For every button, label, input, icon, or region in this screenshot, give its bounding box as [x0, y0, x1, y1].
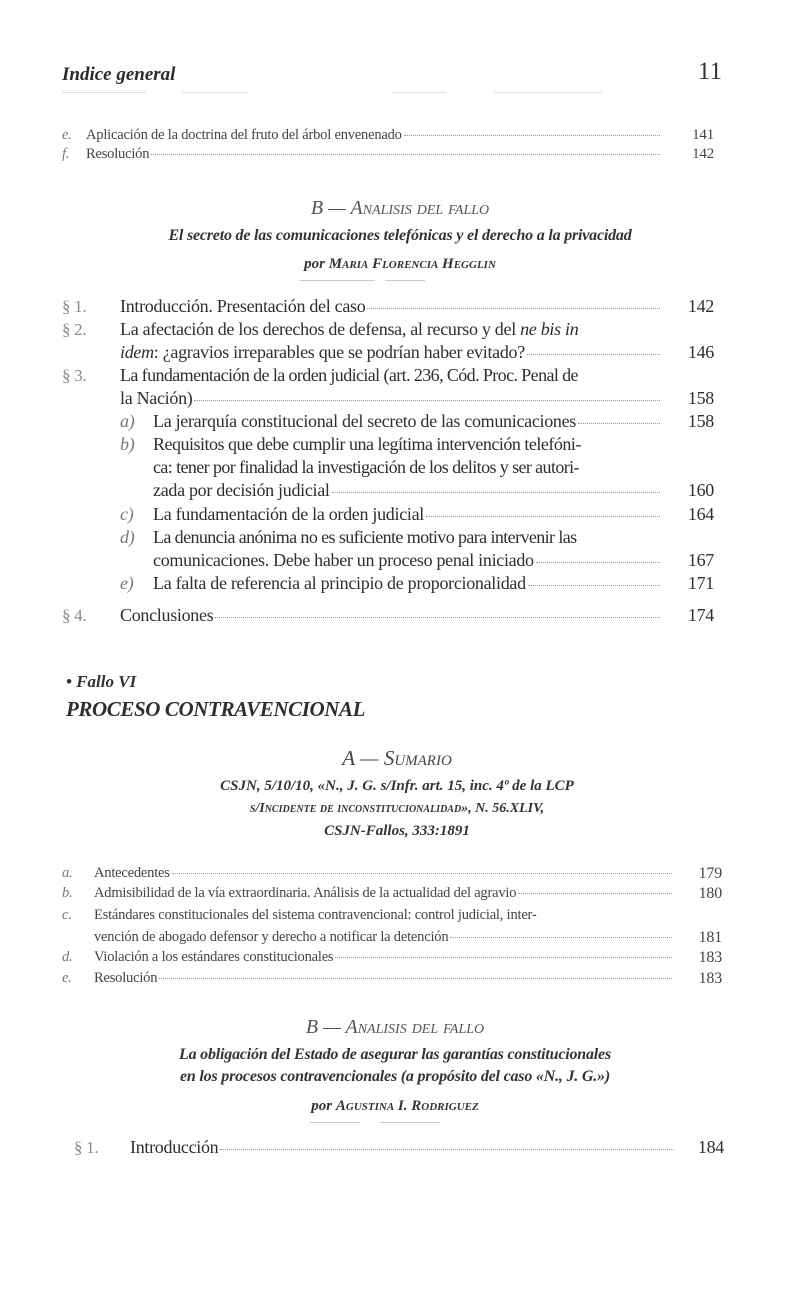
toc-subsection-continued: comunicaciones. Debe haber un proceso penal iniciado 167 — [153, 550, 714, 570]
page-number: 11 — [697, 58, 722, 85]
entry-label: c. — [62, 907, 72, 923]
subsection-label: d) — [120, 527, 135, 547]
analysis-heading-text: — Analisis del fallo — [323, 1016, 485, 1038]
section-label: § 3. — [62, 366, 87, 385]
leader-dots — [194, 400, 660, 401]
toc-entry — [62, 885, 732, 902]
subsection-text: La fundamentación de la orden judicial — [153, 504, 424, 524]
toc-entry — [62, 907, 732, 924]
toc-subsection-continued: ca: tener por finalidad la investigación de los delitos y ser autori- — [153, 457, 579, 477]
entry-label: a. — [62, 865, 73, 881]
author-name: Agustina I. Rodriguez — [335, 1098, 479, 1114]
entry-text: Resolución — [86, 146, 150, 162]
leader-dots — [335, 957, 672, 958]
toc-entry — [62, 146, 722, 163]
section-label: § 1. — [62, 297, 87, 316]
article-title-line1: La obligación del Estado de asegurar las garantías constitucionales — [179, 1046, 611, 1063]
toc-subsection — [120, 573, 722, 594]
section-label: § 1. — [74, 1138, 99, 1157]
toc-section — [62, 296, 722, 317]
summary-heading — [0, 746, 802, 771]
subsection-label: e) — [120, 573, 134, 593]
entry-label: d. — [62, 949, 73, 965]
section-page: 146 — [687, 342, 714, 362]
entry-text: Admisibilidad de la vía extraordinaria. Análisis de la actualidad del agravio — [94, 885, 517, 901]
leader-dots — [215, 617, 660, 618]
leader-dots — [528, 585, 660, 586]
section-label: § 4. — [62, 606, 87, 625]
subsection-page: 160 — [687, 480, 714, 500]
section-page: 142 — [687, 296, 714, 316]
analysis-letter: B — [305, 1016, 319, 1038]
entry-label: b. — [62, 885, 73, 901]
toc-section — [62, 605, 722, 626]
entry-page: 179 — [698, 865, 722, 882]
toc-entry — [62, 970, 732, 987]
toc-entry — [62, 127, 722, 144]
leader-dots — [426, 516, 660, 517]
article-author — [0, 256, 805, 273]
analysis-heading — [0, 1016, 800, 1039]
toc-section — [62, 365, 722, 386]
author-rule — [385, 280, 425, 281]
author-prefix: por — [304, 256, 325, 272]
author-name: Maria Florencia Hegglin — [328, 256, 496, 272]
author-rule — [310, 1122, 360, 1123]
section-page: 158 — [687, 388, 714, 408]
case-citation-line1: CSJN, 5/10/10, «N., J. G. s/Infr. art. 15, inc. 4º de la LCP — [220, 778, 574, 794]
entry-text: Aplicación de la doctrina del fruto del árbol envenenado — [86, 127, 402, 143]
leader-dots — [527, 354, 660, 355]
subsection-page: 167 — [687, 550, 714, 570]
toc-entry-continued: vención de abogado defensor y derecho a notificar la detención 181 — [94, 929, 722, 946]
case-citation-line2: s/Incidente de inconstitucionalidad», N. 56.XLIV, — [249, 801, 545, 816]
subsection-label: c) — [120, 504, 134, 524]
entry-page: 142 — [692, 146, 714, 162]
entry-page: 180 — [698, 885, 722, 902]
subsection-label: b) — [120, 434, 135, 454]
entry-label: e. — [62, 970, 72, 986]
author-rule — [380, 1122, 440, 1123]
toc-section — [74, 1137, 734, 1158]
section-text-line1: La afectación de los derechos de defensa, al recurso y del ne bis in — [120, 319, 579, 339]
entry-label: f. — [62, 146, 70, 162]
toc-subsection: b) Requisitos que debe cumplir una legítima intervención telefóni- — [120, 434, 581, 454]
author-prefix: por — [311, 1098, 333, 1114]
section-text: Conclusiones — [120, 605, 214, 625]
subsection-page: 171 — [687, 573, 714, 593]
fallo-label: • Fallo VI — [66, 672, 137, 691]
leader-dots — [367, 308, 660, 309]
analysis-heading-text: — Analisis del fallo — [328, 197, 490, 219]
entry-page: 141 — [692, 127, 714, 143]
section-text: Introducción — [130, 1137, 219, 1157]
article-author — [0, 1098, 800, 1115]
toc-subsection: d) La denuncia anónima no es suficiente motivo para intervenir las — [120, 527, 577, 547]
subsection-text: La jerarquía constitucional del secreto de las comunicaciones — [153, 411, 577, 431]
toc-entry — [62, 865, 732, 882]
analysis-heading — [0, 197, 805, 220]
subsection-label: a) — [120, 411, 135, 431]
toc-entry — [62, 949, 732, 966]
section-label: § 2. — [62, 320, 87, 339]
leader-dots — [536, 562, 660, 563]
toc-subsection-continued: zada por decisión judicial 160 — [153, 480, 714, 500]
subsection-page: 158 — [687, 411, 714, 431]
toc-section-continued: idem: ¿agravios irreparables que se podrían haber evitado? 146 — [120, 342, 714, 362]
header-rule — [62, 92, 662, 93]
toc-section — [62, 319, 722, 340]
leader-dots — [404, 135, 660, 136]
leader-dots — [450, 937, 672, 938]
toc-subsection — [120, 411, 722, 432]
author-rule — [300, 280, 375, 281]
summary-heading-text: — Sumario — [359, 746, 452, 770]
entry-label: e. — [62, 127, 72, 143]
subsection-page: 164 — [687, 504, 714, 524]
entry-text-line1: Estándares constitucionales del sistema contravencional: control judicial, inter- — [94, 907, 537, 923]
toc-section-continued: la Nación) 158 — [120, 388, 714, 408]
section-text: Introducción. Presentación del caso — [120, 296, 366, 316]
entry-text: Violación a los estándares constitucionales — [94, 949, 334, 965]
leader-dots — [220, 1149, 674, 1150]
leader-dots — [518, 893, 672, 894]
leader-dots — [159, 978, 672, 979]
leader-dots — [151, 154, 660, 155]
entry-text: Resolución — [94, 970, 158, 986]
article-title-line2: en los procesos contravencionales (a propósito del caso «N., J. G.») — [180, 1068, 610, 1085]
section-page: 174 — [687, 605, 714, 625]
analysis-letter: B — [310, 197, 324, 219]
article-title: El secreto de las comunicaciones telefónicas y el derecho a la privacidad — [168, 227, 632, 244]
fallo-title: PROCESO CONTRAVENCIONAL — [66, 697, 366, 721]
entry-page: 181 — [698, 929, 722, 946]
summary-letter: A — [342, 746, 355, 770]
toc-subsection — [120, 504, 722, 525]
section-text-line1: La fundamentación de la orden judicial (art. 236, Cód. Proc. Penal de — [120, 365, 578, 385]
leader-dots — [172, 873, 672, 874]
entry-text: Antecedentes — [94, 865, 170, 881]
entry-page: 183 — [698, 970, 722, 987]
subsection-text: La falta de referencia al principio de proporcionalidad — [153, 573, 526, 593]
section-page: 184 — [697, 1137, 724, 1157]
entry-page: 183 — [698, 949, 722, 966]
running-head — [62, 58, 722, 94]
running-head-title: Indice general — [62, 64, 176, 85]
case-citation-line3: CSJN-Fallos, 333:1891 — [324, 823, 470, 839]
leader-dots — [578, 423, 660, 424]
leader-dots — [332, 492, 660, 493]
